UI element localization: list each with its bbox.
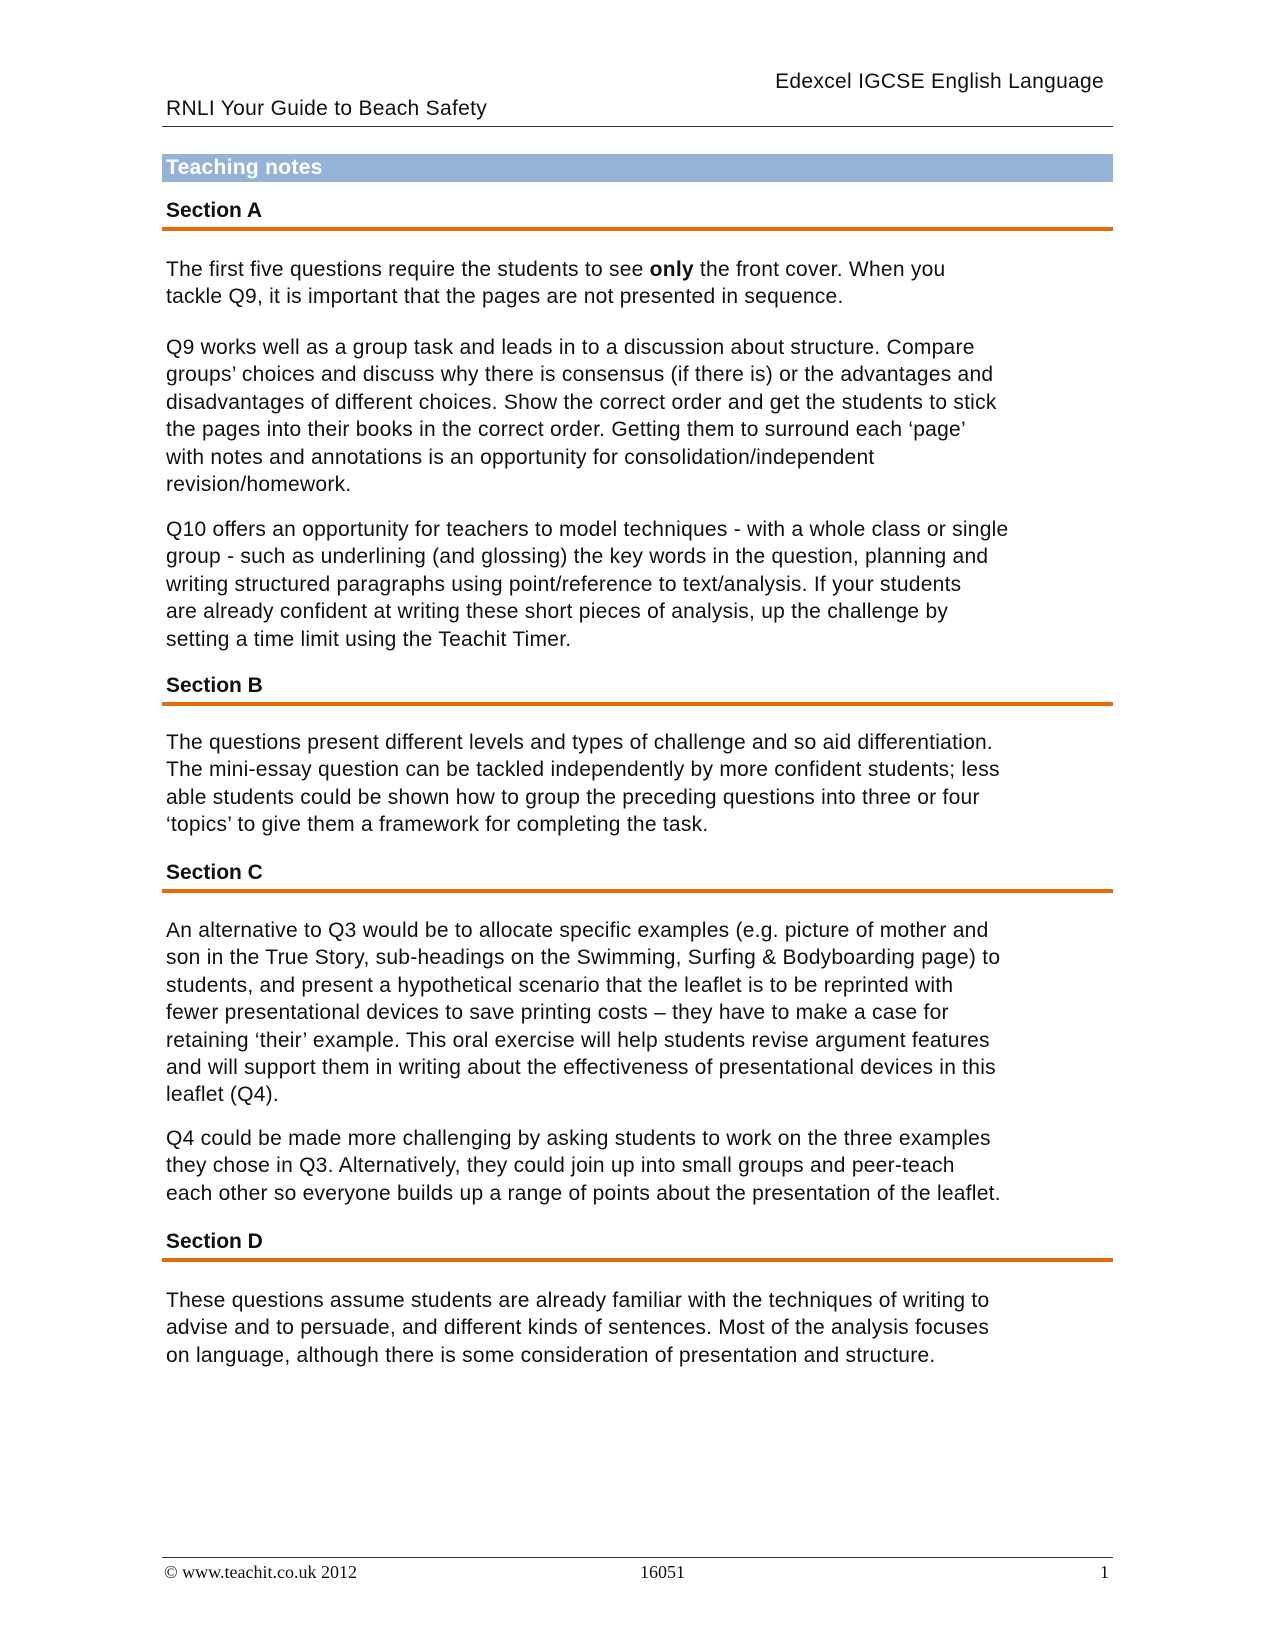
document-title: RNLI Your Guide to Beach Safety — [166, 97, 487, 120]
section-b-paragraph-1: The questions present different levels and types of challenge and so aid differentiation. The mini-essay question can be tackled independently by more confident students; less able students could be shown how to group the preceding questions into three or four ‘topics’ to give them a framework for completing the task. — [166, 731, 1000, 837]
section-c-paragraph-1: An alternative to Q3 would be to allocate specific examples (e.g. picture of mother and son in the True Story, sub-headings on the Swimming, Surfing & Bodyboarding page) to students, and present a hypothetical scenario that the leaflet is to be reprinted with fewer presentational devices to save printing costs – they have to make a case for retaining ‘their’ example. This oral exercise will help students revise argument features and will support them in writing about the effectiveness of presentational devices in this leaflet (Q4). — [166, 919, 1001, 1107]
course-name: Edexcel IGCSE English Language — [775, 70, 1104, 93]
section-c-paragraph-2: Q4 could be made more challenging by asking students to work on the three examples they chose in Q3. Alternatively, they could join up into small groups and peer-teach each other so everyone builds up a range of points about the presentation of the leaflet. — [166, 1127, 1001, 1205]
section-title: Section A — [166, 199, 263, 222]
teaching-notes-banner — [162, 154, 1113, 182]
section-b-heading — [162, 672, 1113, 706]
paragraph-text: the front cover. When you tackle Q9, it is important that the pages are not presented in sequence. — [166, 258, 946, 309]
section-divider — [162, 702, 1113, 706]
section-title: Section D — [166, 1230, 263, 1253]
section-a-paragraph-3: Q10 offers an opportunity for teachers to model techniques - with a whole class or single group - such as underlining (and glossing) the key words in the question, planning and writing structured paragraphs using point/reference to text/analysis. If your students are already confident at writing these short pieces of analysis, up the challenge by setting a time limit using the Teachit Timer. — [166, 518, 1009, 651]
section-divider — [162, 1258, 1113, 1262]
section-divider — [162, 889, 1113, 893]
footer-copyright: © www.teachit.co.uk 2012 — [164, 1562, 357, 1582]
section-c-heading — [162, 859, 1113, 893]
footer-resource-code: 16051 — [640, 1562, 685, 1582]
section-d-heading — [162, 1228, 1113, 1262]
footer-divider — [162, 1557, 1113, 1558]
section-a-heading — [162, 197, 1113, 231]
section-title: Section C — [166, 861, 263, 884]
section-a-paragraph-1 — [166, 256, 1116, 311]
section-title: Section B — [166, 674, 263, 697]
emphasis-text: only — [649, 258, 694, 281]
section-divider — [162, 227, 1113, 231]
section-a-paragraph-2: Q9 works well as a group task and leads in to a discussion about structure. Compare groups’ choices and discuss why there is consensus (if there is) or the advantages and disadvantages of different choices. Show the correct order and get the students to stick the pages into their books in the correct order. Getting them to surround each ‘page’ with notes and annotations is an opportunity for consolidation/independent revision/homework. — [166, 336, 997, 497]
header-divider — [162, 126, 1113, 127]
banner-title: Teaching notes — [166, 156, 323, 179]
section-d-paragraph-1: These questions assume students are already familiar with the techniques of writing to advise and to persuade, and different kinds of sentences. Most of the analysis focuses on language, although there is some consideration of presentation and structure. — [166, 1289, 990, 1367]
page-number: 1 — [1100, 1562, 1109, 1582]
paragraph-text: The first five questions require the students to see — [166, 258, 650, 281]
